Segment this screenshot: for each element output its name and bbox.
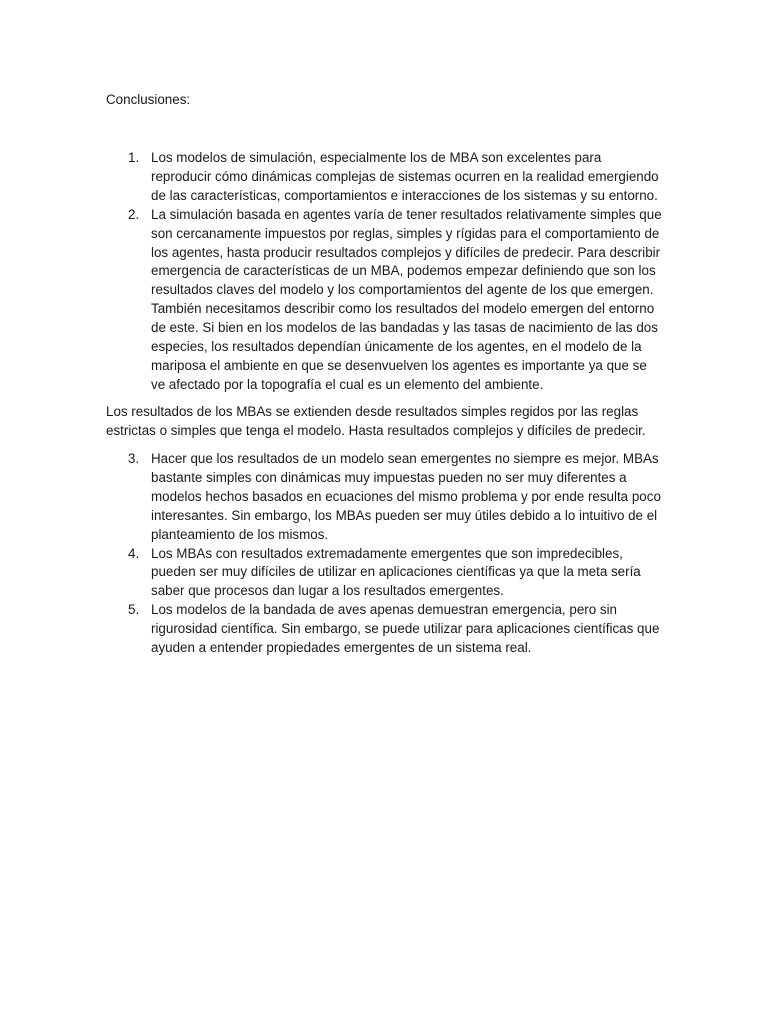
list-item-number: 5. bbox=[128, 602, 140, 618]
list-item-number: 1. bbox=[128, 150, 140, 165]
conclusions-list-first bbox=[106, 149, 662, 395]
list-item-text: Hacer que los resultados de un modelo sean emergentes no siempre es mejor. MBAs bastante simples con dinámicas muy impuestas pueden no ser muy diferentes a modelos hechos basados en ecuaciones del mismo problema y por ende resulta poco interesantes. Sin embargo, los MBAs pueden ser muy útiles debido a lo intuitivo de el planteamiento de los mismos. bbox=[151, 451, 661, 542]
list-item bbox=[106, 545, 662, 602]
list-item-number: 2. bbox=[128, 206, 140, 222]
list-item-number: 3. bbox=[128, 451, 140, 466]
list-item-text: Los MBAs con resultados extremadamente emergentes que son impredecibles, pueden ser muy difíciles de utilizar en aplicaciones científicas ya que la meta sería saber que procesos dan lugar a los resultados emergentes. bbox=[151, 545, 641, 599]
list-item-number: 4. bbox=[128, 545, 140, 561]
list-item bbox=[106, 206, 662, 395]
list-item-text: Los modelos de la bandada de aves apenas demuestran emergencia, pero sin rigurosidad científica. Sin embargo, se puede utilizar para aplicaciones científicas que ayuden a entender propiedades emergentes de un sistema real. bbox=[151, 602, 660, 656]
list-item-text: La simulación basada en agentes varía de tener resultados relativamente simples que son cercanamente impuestos por reglas, simples y rígidas para el comportamiento de los agentes, hasta producir resultados complejos y difíciles de predecir. Para describir emergencia de características de un MBA, podemos empezar definiendo que son los resultados claves del modelo y los comportamientos del agente de los que emergen. También necesitamos describir como los resultados del modelo emergen del entorno de este. Si bien en los modelos de las bandadas y las tasas de nacimiento de las dos especies, los resultados dependían únicamente de los agentes, en el modelo de la mariposa el ambiente en que se desenvuelven los agentes es importante ya que se ve afectado por la topografía el cual es un elemento del ambiente. bbox=[151, 206, 662, 392]
document-heading: Conclusiones: bbox=[106, 92, 191, 107]
list-item bbox=[106, 149, 662, 206]
summary-paragraph: Los resultados de los MBAs se extienden desde resultados simples regidos por las reglas estrictas o simples que tenga el modelo. Hasta resultados complejos y difíciles de predecir. bbox=[106, 404, 646, 438]
conclusions-list-second bbox=[106, 450, 662, 658]
list-item-text: Los modelos de simulación, especialmente los de MBA son excelentes para reproducir cómo dinámicas complejas de sistemas ocurren en la realidad emergiendo de las características, comportamientos e interacciones de los sistemas y su entorno. bbox=[151, 150, 659, 203]
list-item bbox=[106, 450, 662, 545]
list-item bbox=[106, 601, 662, 658]
